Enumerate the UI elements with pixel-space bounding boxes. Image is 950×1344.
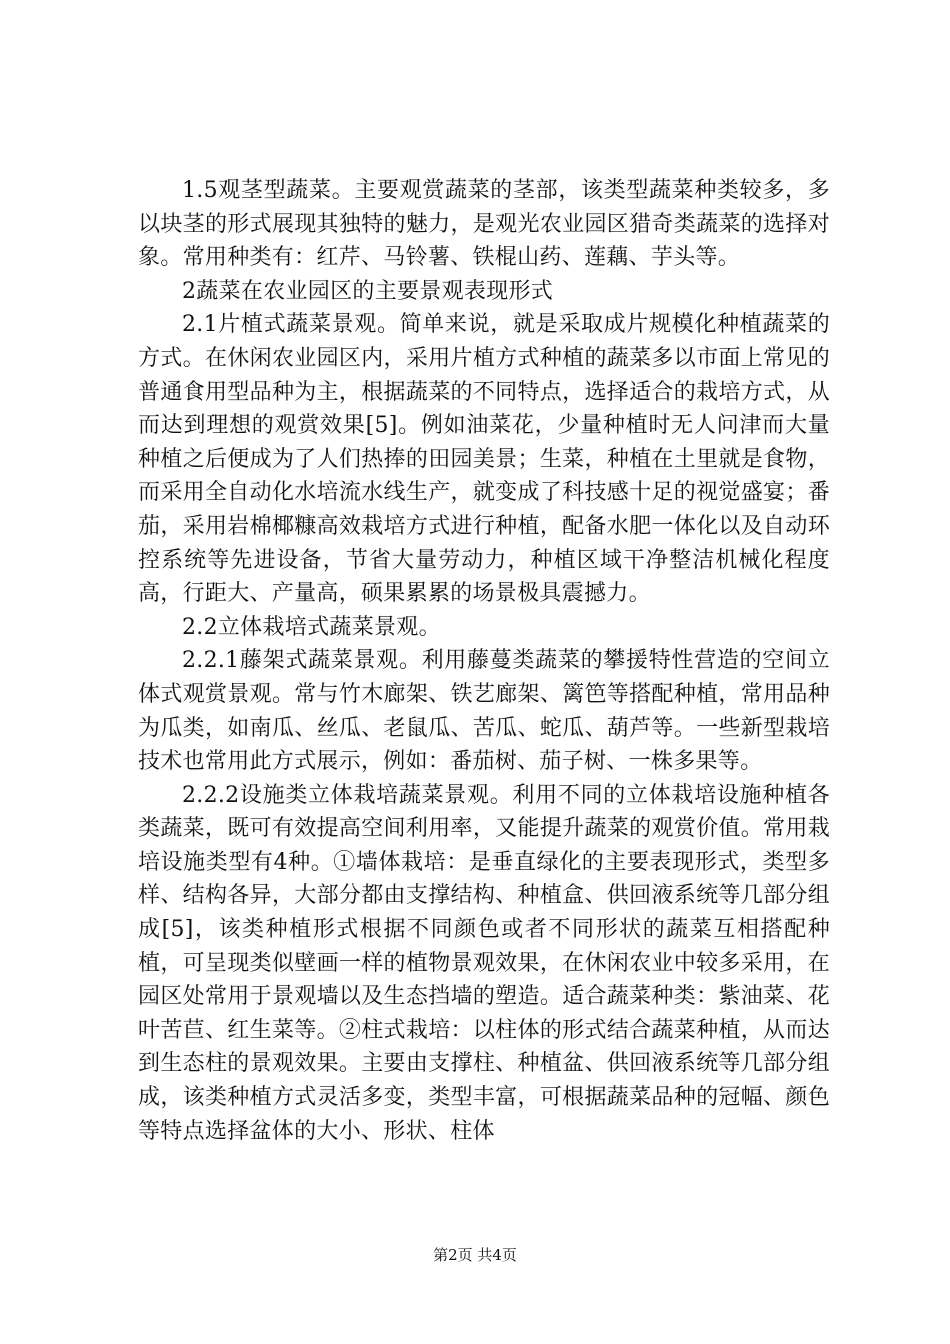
paragraph-facility-cultivation: 2.2.2设施类立体栽培蔬菜景观。利用不同的立体栽培设施种植各类蔬菜，既可有效提高空间利用率，又能提升蔬菜的观赏价值。常用栽培设施类型有4种。①墙体栽培：是垂直绿化的主要表现形式，类型多样、结构各异，大部分都由支撑结构、种植盒、供回液系统等几部分组成[5]，该类种植形式根据不同颜色或者不同形状的蔬菜互相搭配种植，可呈现类似壁画一样的植物景观效果，在休闲农业中较多采用，在园区处常用于景观墙以及生态挡墙的塑造。适合蔬菜种类：紫油菜、花叶苦苣、红生菜等。②柱式栽培：以柱体的形式结合蔬菜种植，从而达到生态柱的景观效果。主要由支撑柱、种植盆、供回液系统等几部分组成，该类种植方式灵活多变，类型丰富，可根据蔬菜品种的冠幅、颜色等特点选择盆体的大小、形状、柱体: [138, 782, 830, 1144]
section-heading-vertical-cultivation: 2.2立体栽培式蔬菜景观。: [182, 614, 441, 640]
paragraph-trellis-landscape: 2.2.1藤架式蔬菜景观。利用藤蔓类蔬菜的攀援特性营造的空间立体式观赏景观。常与竹木廊架、铁艺廊架、篱笆等搭配种植，常用品种为瓜类，如南瓜、丝瓜、老鼠瓜、苦瓜、蛇瓜、葫芦等。一些新型栽培技术也常用此方式展示，例如：番茄树、茄子树、一株多果等。: [138, 648, 830, 775]
page-footer: 第2页 共4页: [433, 1246, 517, 1264]
document-body: [138, 174, 830, 1148]
paragraph-stem-vegetables: 1.5观茎型蔬菜。主要观赏蔬菜的茎部，该类型蔬菜种类较多，多以块茎的形式展现其独特的魅力，是观光农业园区猎奇类蔬菜的选择对象。常用种类有：红芹、马铃薯、铁棍山药、莲藕、芋头等。: [138, 178, 830, 271]
section-heading-landscape-forms: 2蔬菜在农业园区的主要景观表现形式: [182, 278, 554, 304]
paragraph-patch-planting: 2.1片植式蔬菜景观。简单来说，就是采取成片规模化种植蔬菜的方式。在休闲农业园区内，采用片植方式种植的蔬菜多以市面上常见的普通食用型品种为主，根据蔬菜的不同特点，选择适合的栽培方式，从而达到理想的观赏效果[5]。例如油菜花，少量种植时无人问津而大量种植之后便成为了人们热捧的田园美景；生菜，种植在土里就是食物，而采用全自动化水培流水线生产，就变成了科技感十足的视觉盛宴；番茄，采用岩棉椰糠高效栽培方式进行种植，配备水肥一体化以及自动环控系统等先进设备，节省大量劳动力，种植区域干净整洁机械化程度高，行距大、产量高，硕果累累的场景极具震撼力。: [138, 312, 830, 607]
